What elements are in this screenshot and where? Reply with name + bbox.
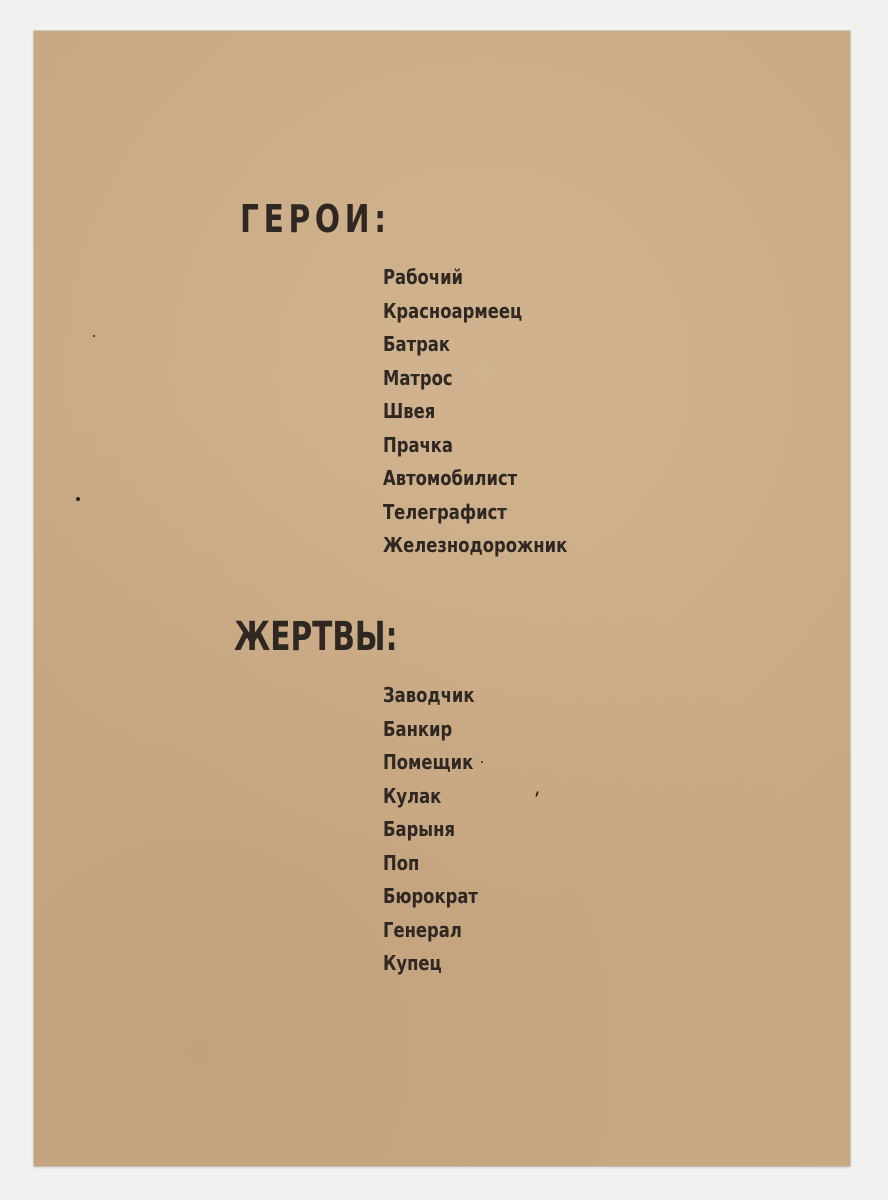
list-item: Банкир — [383, 716, 453, 741]
list-item: Кулак — [383, 783, 442, 808]
list-item: Барыня — [383, 817, 456, 841]
ink-speck — [76, 497, 80, 501]
heroes-heading: ГЕРОИ: — [240, 197, 391, 241]
list-item: Купец — [383, 951, 442, 975]
ink-speck — [93, 335, 95, 337]
list-item: Железнодорожник — [383, 533, 568, 557]
ink-speck — [535, 791, 539, 797]
list-item: Матрос — [383, 365, 453, 390]
list-item: Автомобилист — [383, 466, 518, 490]
list-item: Швея — [383, 399, 436, 423]
victims-heading: ЖЕРТВЫ: — [234, 614, 398, 660]
list-item: Бюрократ — [383, 884, 478, 908]
list-item: Телеграфист — [383, 499, 507, 524]
list-item: Красноармеец — [383, 298, 523, 323]
list-item: Заводчик — [383, 683, 475, 707]
paper-sheet — [34, 31, 850, 1166]
list-item: Помещик — [383, 750, 474, 774]
victims-list — [383, 679, 499, 981]
list-item: Батрак — [383, 332, 451, 356]
ink-speck — [481, 761, 483, 763]
list-item: Генерал — [383, 917, 462, 942]
heroes-list — [383, 261, 608, 563]
list-item: Рабочий — [383, 265, 464, 289]
list-item: Прачка — [383, 432, 453, 457]
list-item: Поп — [383, 850, 420, 875]
